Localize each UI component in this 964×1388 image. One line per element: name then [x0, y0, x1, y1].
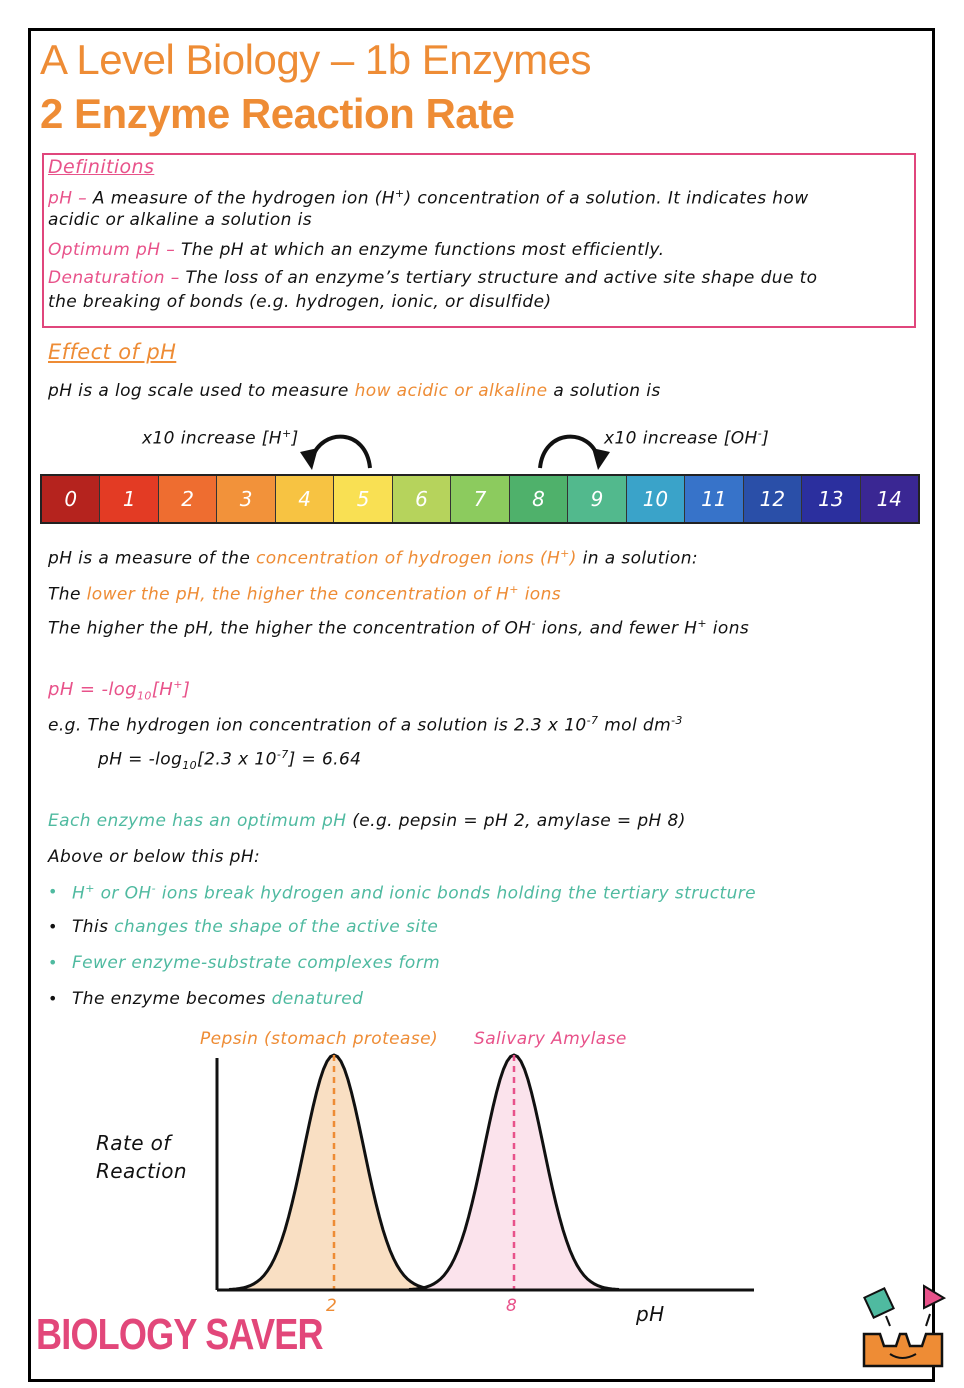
- ph-scale-cell-7: 7: [451, 476, 509, 522]
- ph-scale-cell-4: 4: [276, 476, 334, 522]
- arrow-down-icon-2: [926, 1314, 930, 1326]
- legend-amylase: Salivary Amylase: [474, 1029, 627, 1049]
- ph-scale-cell-14: 14: [861, 476, 918, 522]
- tick-label-8: 8: [506, 1296, 518, 1316]
- substrate-triangle-icon: [924, 1286, 944, 1308]
- ph-scale-cell-10: 10: [627, 476, 685, 522]
- arrow-label-h: x10 increase [H+]: [142, 427, 299, 449]
- ph-formula: pH = $-\log_{10}[H^+]$: [48, 678, 191, 703]
- ph-scale-cell-1: 1: [100, 476, 158, 522]
- ph-scale-cell-6: 6: [393, 476, 451, 522]
- enzyme-mascot-icon: [860, 1282, 950, 1378]
- bullet-4: The enzyme becomes denatured: [72, 989, 364, 1009]
- formula-example: e.g. The hydrogen ion concentration of a solution is 2.3 x $10^{-7}$ mol $dm^{-3}$: [48, 714, 683, 736]
- arrow-label-oh: x10 increase [OH-]: [604, 427, 770, 449]
- definition-ph-cont: acidic or alkaline a solution is: [48, 210, 312, 230]
- concentration-line2: The lower the pH, the higher the concentration of H+ ions: [48, 583, 562, 605]
- legend-pepsin: Pepsin (stomach protease): [200, 1029, 438, 1049]
- optimum-line2: Above or below this pH:: [48, 847, 261, 867]
- ph-scale-cell-9: 9: [568, 476, 626, 522]
- page-title-topic: 2 Enzyme Reaction Rate: [40, 90, 515, 137]
- ph-scale-cell-0: 0: [42, 476, 100, 522]
- definition-ph: pH – A measure of the hydrogen ion (H+) concentration of a solution. It indicates how: [48, 187, 809, 209]
- effect-heading: Effect of pH: [48, 340, 177, 364]
- bullet-dot-4: •: [48, 989, 58, 1008]
- ph-scale-cell-11: 11: [685, 476, 743, 522]
- bullet-1: H+ or OH- ions break hydrogen and ionic bonds holding the tertiary structure: [72, 882, 757, 904]
- bullet-2: This changes the shape of the active site: [72, 917, 439, 937]
- x-axis-label: pH: [636, 1302, 665, 1326]
- ph-scale-cell-13: 13: [802, 476, 860, 522]
- ph-scale-cell-5: 5: [334, 476, 392, 522]
- tick-label-2: 2: [326, 1296, 338, 1316]
- effect-intro: pH is a log scale used to measure how acidic or alkaline a solution is: [48, 381, 661, 401]
- enzyme-body-icon: [864, 1334, 942, 1366]
- biology-saver-logo: BIOLOGY SAVER: [36, 1310, 323, 1359]
- term-ph: pH –: [48, 188, 88, 209]
- ph-scale-cell-3: 3: [217, 476, 275, 522]
- bullet-dot-2: •: [48, 917, 58, 936]
- concentration-line3: The higher the pH, the higher the concentration of OH- ions, and fewer H+ ions: [48, 617, 750, 639]
- y-axis-label: Rate of Reaction: [96, 1131, 187, 1183]
- substrate-square-icon: [864, 1288, 893, 1317]
- bullet-dot-1: •: [48, 882, 58, 901]
- definitions-heading: Definitions: [48, 156, 155, 178]
- ph-scale-cell-12: 12: [744, 476, 802, 522]
- concentration-line1: pH is a measure of the concentration of hydrogen ions (H+) in a solution:: [48, 547, 699, 569]
- definition-optimum-ph: Optimum pH – The pH at which an enzyme functions most efficiently.: [48, 240, 665, 260]
- bullet-3: Fewer enzyme-substrate complexes form: [72, 953, 441, 973]
- optimum-line1: Each enzyme has an optimum pH (e.g. pepsin = pH 2, amylase = pH 8): [48, 811, 686, 831]
- page-title-course: A Level Biology – 1b Enzymes: [40, 36, 591, 83]
- arrow-down-icon: [886, 1316, 890, 1326]
- definition-denaturation: Denaturation – The loss of an enzyme’s tertiary structure and active site shape due to: [48, 268, 818, 288]
- ph-scale-cell-2: 2: [159, 476, 217, 522]
- ph-scale-cell-8: 8: [510, 476, 568, 522]
- definition-denaturation-cont: the breaking of bonds (e.g. hydrogen, ionic, or disulfide): [48, 292, 552, 312]
- bullet-dot-3: •: [48, 953, 58, 972]
- formula-calculation: pH = $-\log_{10}[2.3$ x $10^{-7}] = 6.64$: [98, 748, 362, 773]
